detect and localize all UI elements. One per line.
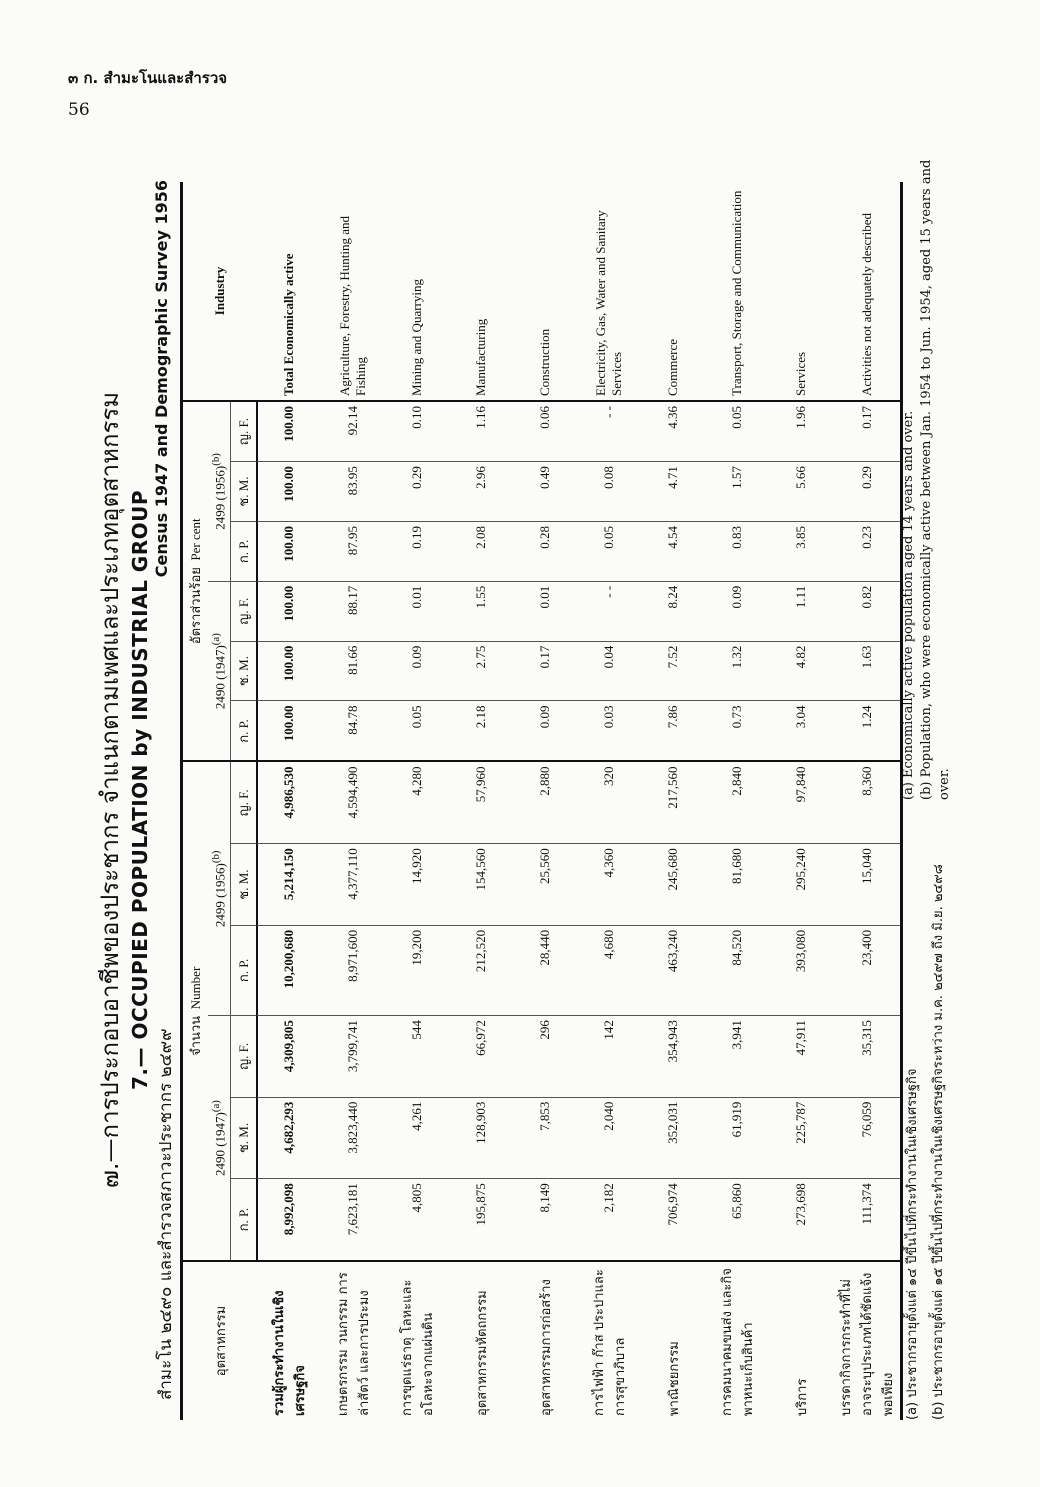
page-header: ๓ ก. สำมะโนและสำรวจ bbox=[68, 69, 228, 87]
value-cell: 7,623,181 bbox=[321, 1179, 385, 1261]
value-cell: 25,560 bbox=[513, 844, 577, 926]
table-row bbox=[513, 182, 577, 1420]
subtitle-english: Census 1947 and Demographic Survey 1956 bbox=[152, 180, 171, 578]
industry-english-cell: Manufacturing bbox=[449, 182, 513, 401]
value-cell: 4,261 bbox=[385, 1097, 449, 1179]
table-row bbox=[769, 182, 833, 1420]
industry-thai-cell: การคมนาคมขนส่ง และกิจพาหนะเก็บสินค้า bbox=[720, 1268, 757, 1416]
table-row bbox=[257, 182, 321, 1420]
value-cell: 4,986,530 bbox=[257, 762, 321, 844]
value-cell: 212,520 bbox=[449, 925, 513, 1015]
value-cell: 92.14 bbox=[321, 401, 385, 462]
value-cell: 5.66 bbox=[769, 462, 833, 522]
value-cell: 2,182 bbox=[577, 1179, 641, 1261]
industry-english-cell: Commerce bbox=[641, 182, 705, 401]
value-cell: 3,823,440 bbox=[321, 1097, 385, 1179]
value-cell: 81,680 bbox=[705, 844, 769, 926]
value-cell: 4.54 bbox=[641, 521, 705, 581]
table-row bbox=[449, 182, 513, 1420]
value-cell: 5,214,150 bbox=[257, 844, 321, 926]
table-row bbox=[385, 182, 449, 1420]
value-cell: 84.78 bbox=[321, 701, 385, 762]
col-header: ญ. F. bbox=[231, 762, 258, 844]
value-cell: 3,799,741 bbox=[321, 1016, 385, 1098]
col-header: ช. M. bbox=[231, 462, 258, 522]
value-cell: 0.10 bbox=[385, 401, 449, 462]
value-cell: 1.96 bbox=[769, 401, 833, 462]
footnotes-thai bbox=[900, 864, 952, 1420]
footnotes-english bbox=[900, 140, 954, 800]
value-cell: 0.01 bbox=[513, 581, 577, 641]
value-cell: 1.24 bbox=[833, 701, 902, 762]
value-cell: 76,059 bbox=[833, 1097, 902, 1179]
value-cell: 100.00 bbox=[257, 462, 321, 522]
value-cell: 245,680 bbox=[641, 844, 705, 926]
industry-thai-cell: เกษตรกรรม วนกรรม การล่าสัตว์ และการประมง bbox=[336, 1272, 373, 1416]
value-cell: 84,520 bbox=[705, 925, 769, 1015]
subtitle-thai: สำมะโน ๒๔๙๐ และสำรวจสภาวะประชากร ๒๔๙๙ bbox=[156, 1028, 176, 1400]
value-cell: 81.66 bbox=[321, 641, 385, 701]
col-header: ญ. F. bbox=[231, 1016, 258, 1098]
value-cell: 0.06 bbox=[513, 401, 577, 462]
value-cell: 57,960 bbox=[449, 762, 513, 844]
footnote-b-thai: (b) ประชากรอายุตั้งแต่ ๑๕ ปีขึ้นไปที่กระทำงานในเชิงเศรษฐกิจระหว่าง ม.ค. ๒๔๙๗ ถึง มิ.ย. ๒๔๙๘ bbox=[931, 864, 946, 1420]
value-cell: 8,971,600 bbox=[321, 925, 385, 1015]
value-cell: 2,880 bbox=[513, 762, 577, 844]
value-cell: 154,560 bbox=[449, 844, 513, 926]
value-cell: 1.63 bbox=[833, 641, 902, 701]
industry-english-cell: Activities not adequately described bbox=[833, 182, 902, 401]
industry-english-cell: Mining and Quarrying bbox=[385, 182, 449, 401]
industry-thai-cell: การไฟฟ้า ก๊าส ประปาและการสุขาภิบาล bbox=[592, 1269, 629, 1416]
value-cell: 15,040 bbox=[833, 844, 902, 926]
value-cell: 0.05 bbox=[705, 401, 769, 462]
value-cell: 1.57 bbox=[705, 462, 769, 522]
value-cell: 352,031 bbox=[641, 1097, 705, 1179]
value-cell: 88.17 bbox=[321, 581, 385, 641]
industry-english-cell: Construction bbox=[513, 182, 577, 401]
value-cell: 320 bbox=[577, 762, 641, 844]
value-cell: 83.95 bbox=[321, 462, 385, 522]
value-cell: 87.95 bbox=[321, 521, 385, 581]
value-cell: 0.03 bbox=[577, 701, 641, 762]
number-year-1947: 2490 $(1947)^{(a)}$ bbox=[208, 1016, 231, 1261]
value-cell: 4.36 bbox=[641, 401, 705, 462]
value-cell: 2,040 bbox=[577, 1097, 641, 1179]
value-cell: 111,374 bbox=[833, 1179, 902, 1261]
table-row bbox=[577, 182, 641, 1420]
industry-english-cell: Electricity, Gas, Water and Sanitary Services bbox=[577, 182, 641, 401]
percent-year-1947: 2490 $(1947)^{(a)}$ bbox=[208, 581, 231, 761]
col-header: ช. M. bbox=[231, 844, 258, 926]
value-cell: 2,840 bbox=[705, 762, 769, 844]
page-number: 56 bbox=[68, 100, 90, 120]
col-header: ก. P. bbox=[231, 1179, 258, 1261]
value-cell: 100.00 bbox=[257, 701, 321, 762]
number-year-1956: 2499 $(1956)^{(b)}$ bbox=[208, 762, 231, 1016]
value-cell: 354,943 bbox=[641, 1016, 705, 1098]
value-cell: 10,200,680 bbox=[257, 925, 321, 1015]
value-cell: 1.55 bbox=[449, 581, 513, 641]
value-cell: 544 bbox=[385, 1016, 449, 1098]
value-cell: 4,680 bbox=[577, 925, 641, 1015]
col-header: ก. P. bbox=[231, 925, 258, 1015]
industry-thai-cell: อุตสาหกรรมหัตถกรรม bbox=[474, 1290, 490, 1416]
value-cell: 393,080 bbox=[769, 925, 833, 1015]
industry-thai-cell: อุตสาหกรรมการก่อสร้าง bbox=[538, 1279, 554, 1416]
value-cell: 463,240 bbox=[641, 925, 705, 1015]
value-cell: 8,992,098 bbox=[257, 1179, 321, 1261]
value-cell: 100.00 bbox=[257, 641, 321, 701]
value-cell: 100.00 bbox=[257, 401, 321, 462]
value-cell: 7.52 bbox=[641, 641, 705, 701]
rotated-table-page bbox=[80, 140, 1020, 1460]
industry-header-english: Industry bbox=[182, 182, 258, 401]
value-cell: - - bbox=[577, 401, 641, 462]
table-body bbox=[257, 182, 902, 1420]
value-cell: 4.82 bbox=[769, 641, 833, 701]
value-cell: 2.18 bbox=[449, 701, 513, 762]
table-row bbox=[705, 182, 769, 1420]
value-cell: 61,919 bbox=[705, 1097, 769, 1179]
value-cell: 7.86 bbox=[641, 701, 705, 762]
value-cell: 0.73 bbox=[705, 701, 769, 762]
value-cell: 0.09 bbox=[705, 581, 769, 641]
value-cell: 19,200 bbox=[385, 925, 449, 1015]
value-cell: 28,440 bbox=[513, 925, 577, 1015]
industry-thai-cell: การขุดแร่ธาตุ โลหะและอโลหะจากแผ่นดิน bbox=[400, 1279, 437, 1416]
value-cell: 100.00 bbox=[257, 581, 321, 641]
value-cell: 14,920 bbox=[385, 844, 449, 926]
value-cell: 4,377,110 bbox=[321, 844, 385, 926]
col-header: ญ. F. bbox=[231, 581, 258, 641]
value-cell: 0.01 bbox=[385, 581, 449, 641]
value-cell: 295,240 bbox=[769, 844, 833, 926]
value-cell: 3,941 bbox=[705, 1016, 769, 1098]
value-cell: 142 bbox=[577, 1016, 641, 1098]
value-cell: 100.00 bbox=[257, 521, 321, 581]
value-cell: 2.75 bbox=[449, 641, 513, 701]
value-cell: 8,360 bbox=[833, 762, 902, 844]
occupied-population-table bbox=[180, 182, 903, 1420]
value-cell: - - bbox=[577, 581, 641, 641]
table-row bbox=[321, 182, 385, 1420]
value-cell: 225,787 bbox=[769, 1097, 833, 1179]
value-cell: 217,560 bbox=[641, 762, 705, 844]
col-header: ญ. F. bbox=[231, 401, 258, 462]
value-cell: 0.05 bbox=[577, 521, 641, 581]
value-cell: 4,360 bbox=[577, 844, 641, 926]
value-cell: 0.49 bbox=[513, 462, 577, 522]
table-row bbox=[833, 182, 902, 1420]
value-cell: 97,840 bbox=[769, 762, 833, 844]
industry-thai-cell: บริการ bbox=[794, 1378, 810, 1416]
value-cell: 23,400 bbox=[833, 925, 902, 1015]
industry-english-cell: Agriculture, Forestry, Hunting and Fishing bbox=[321, 182, 385, 401]
value-cell: 8.24 bbox=[641, 581, 705, 641]
value-cell: 3.85 bbox=[769, 521, 833, 581]
value-cell: 4.71 bbox=[641, 462, 705, 522]
value-cell: 128,903 bbox=[449, 1097, 513, 1179]
table-title-thai: ๗.—การประกอบอาชีพของประชากร จำแนกตามเพศและประเภทอุตสาหกรรม bbox=[96, 391, 124, 1189]
value-cell: 0.09 bbox=[385, 641, 449, 701]
value-cell: 0.29 bbox=[833, 462, 902, 522]
value-cell: 4,805 bbox=[385, 1179, 449, 1261]
table-title-english: 7.— OCCUPIED POPULATION by INDUSTRIAL GROUP bbox=[128, 489, 152, 1091]
industry-thai-cell: รวมผู้กระทำงานในเชิงเศรษฐกิจ bbox=[272, 1290, 309, 1416]
value-cell: 66,972 bbox=[449, 1016, 513, 1098]
footnote-b-english: (b) Population, who were economically active between Jan. 1954 to Jun. 1954, aged 15 years and over. bbox=[919, 159, 952, 800]
col-header: ช. M. bbox=[231, 1097, 258, 1179]
value-cell: 1.16 bbox=[449, 401, 513, 462]
value-cell: 0.17 bbox=[513, 641, 577, 701]
value-cell: 0.08 bbox=[577, 462, 641, 522]
value-cell: 0.17 bbox=[833, 401, 902, 462]
value-cell: 4,309,805 bbox=[257, 1016, 321, 1098]
value-cell: 47,911 bbox=[769, 1016, 833, 1098]
value-cell: 1.32 bbox=[705, 641, 769, 701]
industry-english-cell: Total Economically active bbox=[257, 182, 321, 401]
col-header: ช. M. bbox=[231, 641, 258, 701]
industry-english-cell: Transport, Storage and Communication bbox=[705, 182, 769, 401]
value-cell: 0.19 bbox=[385, 521, 449, 581]
value-cell: 706,974 bbox=[641, 1179, 705, 1261]
footnote-a-english: (a) Economically active population aged 14 years and over. bbox=[901, 410, 916, 800]
value-cell: 2.96 bbox=[449, 462, 513, 522]
value-cell: 0.05 bbox=[385, 701, 449, 762]
table-row bbox=[641, 182, 705, 1420]
value-cell: 0.28 bbox=[513, 521, 577, 581]
value-cell: 4,682,293 bbox=[257, 1097, 321, 1179]
value-cell: 0.29 bbox=[385, 462, 449, 522]
value-cell: 65,860 bbox=[705, 1179, 769, 1261]
value-cell: 0.82 bbox=[833, 581, 902, 641]
value-cell: 296 bbox=[513, 1016, 577, 1098]
industry-header-thai: อุตสาหกรรม bbox=[213, 1305, 229, 1377]
industry-thai-cell: พาณิชยกรรม bbox=[666, 1341, 682, 1416]
value-cell: 8,149 bbox=[513, 1179, 577, 1261]
value-cell: 4,594,490 bbox=[321, 762, 385, 844]
col-header: ก. P. bbox=[231, 701, 258, 762]
industry-thai-cell: บรรดากิจการกระทำที่ไม่อาจระบุประเภทได้ชัดแจ้งพอเพียง bbox=[839, 1272, 897, 1416]
footnote-a-thai: (a) ประชากรอายุตั้งแต่ ๑๔ ปีขึ้นไปที่กระทำงานในเชิงเศรษฐกิจ bbox=[905, 1068, 920, 1420]
value-cell: 35,315 bbox=[833, 1016, 902, 1098]
value-cell: 0.04 bbox=[577, 641, 641, 701]
value-cell: 7,853 bbox=[513, 1097, 577, 1179]
col-header: ก. P. bbox=[231, 521, 258, 581]
value-cell: 195,875 bbox=[449, 1179, 513, 1261]
number-header: จำนวน Number bbox=[182, 762, 209, 1262]
value-cell: 2.08 bbox=[449, 521, 513, 581]
value-cell: 0.09 bbox=[513, 701, 577, 762]
value-cell: 3.04 bbox=[769, 701, 833, 762]
value-cell: 0.83 bbox=[705, 521, 769, 581]
percent-year-1956: 2499 $(1956)^{(b)}$ bbox=[208, 401, 231, 581]
industry-english-cell: Services bbox=[769, 182, 833, 401]
value-cell: 273,698 bbox=[769, 1179, 833, 1261]
value-cell: 4,280 bbox=[385, 762, 449, 844]
value-cell: 1.11 bbox=[769, 581, 833, 641]
percent-header: อัตราส่วนร้อย Per cent bbox=[182, 401, 209, 762]
value-cell: 0.23 bbox=[833, 521, 902, 581]
